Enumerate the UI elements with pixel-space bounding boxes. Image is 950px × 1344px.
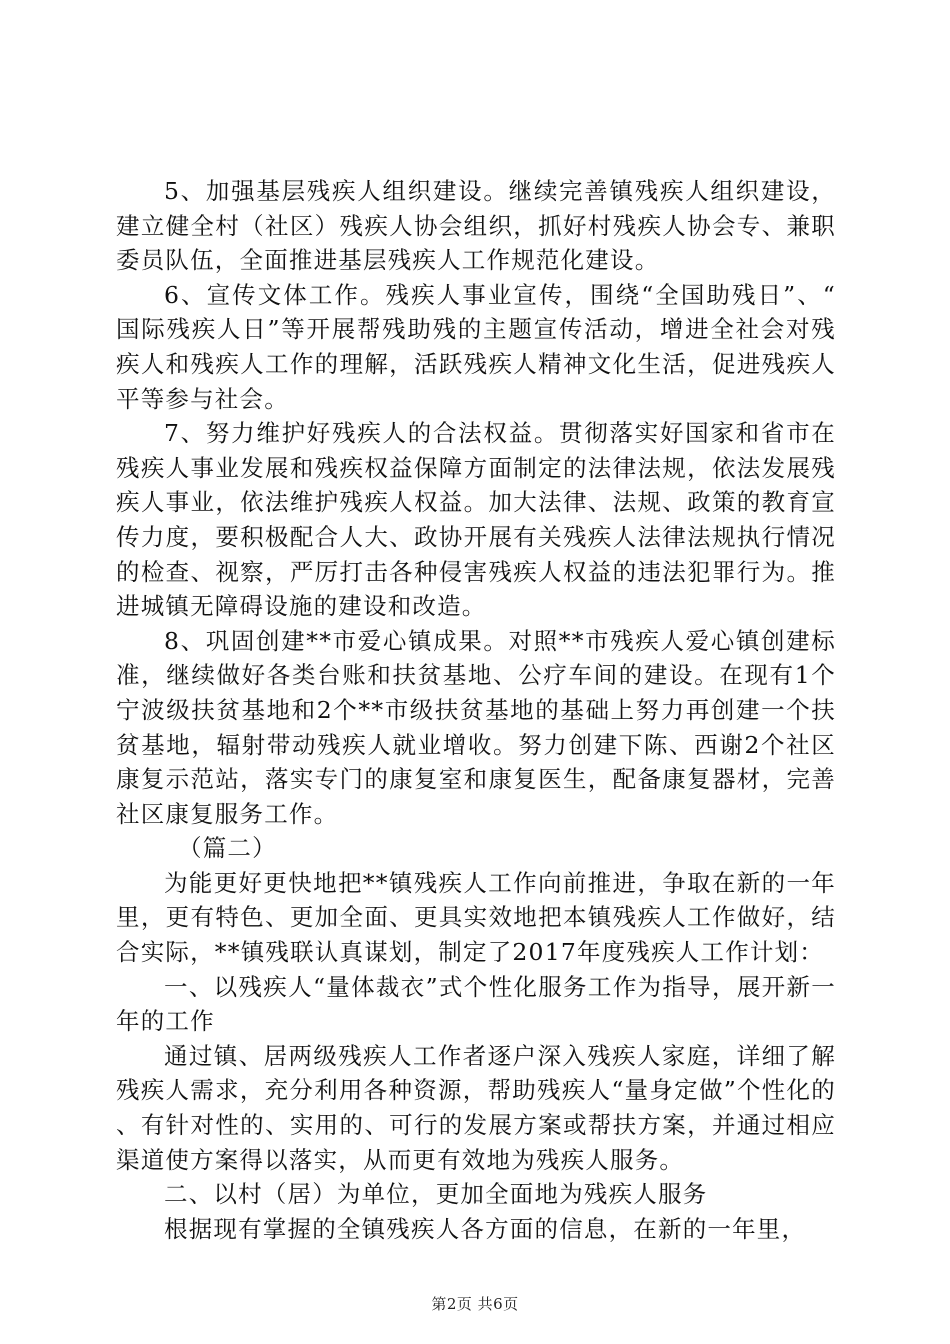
paragraph-item-6: 6、宣传文体工作。残疾人事业宣传，围绕“全国助残日”、“国际残疾人日”等开展帮残助残的主题宣传活动，增进全社会对残疾人和残疾人工作的理解，活跃残疾人精神文化生活，促进残疾人平等参与社会。 — [116, 280, 836, 413]
paragraph-intro: 为能更好更快地把**镇残疾人工作向前推进，争取在新的一年里，更有特色、更加全面、更具实效地把本镇残疾人工作做好，结合实际，**镇残联认真谋划，制定了2017年度残疾人工作计划： — [116, 868, 836, 967]
paragraph-heading-one: 一、以残疾人“量体裁衣”式个性化服务工作为指导，展开新一年的工作 — [116, 972, 836, 1036]
paragraph-detail-one: 通过镇、居两级残疾人工作者逐户深入残疾人家庭，详细了解残疾人需求，充分利用各种资源，帮助残疾人“量身定做”个性化的、有针对性的、实用的、可行的发展方案或帮扶方案，并通过相应渠道使方案得以落实，从而更有效地为残疾人服务。 — [116, 1041, 836, 1174]
paragraph-heading-two: 二、以村（居）为单位，更加全面地为残疾人服务 — [164, 1180, 708, 1209]
paragraph-detail-two: 根据现有掌握的全镇残疾人各方面的信息，在新的一年里， — [164, 1214, 807, 1243]
paragraph-item-7: 7、努力维护好残疾人的合法权益。贯彻落实好国家和省市在残疾人事业发展和残疾权益保障方面制定的法律法规，依法发展残疾人事业，依法维护残疾人权益。加大法律、法规、政策的教育宣传力度，要积极配合人大、政协开展有关残疾人法律法规执行情况的检查、视察，严厉打击各种侵害残疾人权益的违法犯罪行为。推进城镇无障碍设施的建设和改造。 — [116, 419, 836, 621]
document-body — [116, 174, 836, 1246]
section-heading-part-two: （篇二） — [178, 834, 277, 863]
paragraph-item-5: 5、加强基层残疾人组织建设。继续完善镇残疾人组织建设，建立健全村（社区）残疾人协会组织，抓好村残疾人协会专、兼职委员队伍，全面推进基层残疾人工作规范化建设。 — [116, 177, 836, 275]
page-number-footer: 第2页 共6页 — [431, 1295, 519, 1313]
paragraph-item-8: 8、巩固创建**市爱心镇成果。对照**市残疾人爱心镇创建标准，继续做好各类台账和扶贫基地、公疗车间的建设。在现有1个宁波级扶贫基地和2个**市级扶贫基地的基础上努力再创建一个扶贫基地，辐射带动残疾人就业增收。努力创建下陈、西谢2个社区康复示范站，落实专门的康复室和康复医生，配备康复器材，完善社区康复服务工作。 — [116, 626, 836, 828]
